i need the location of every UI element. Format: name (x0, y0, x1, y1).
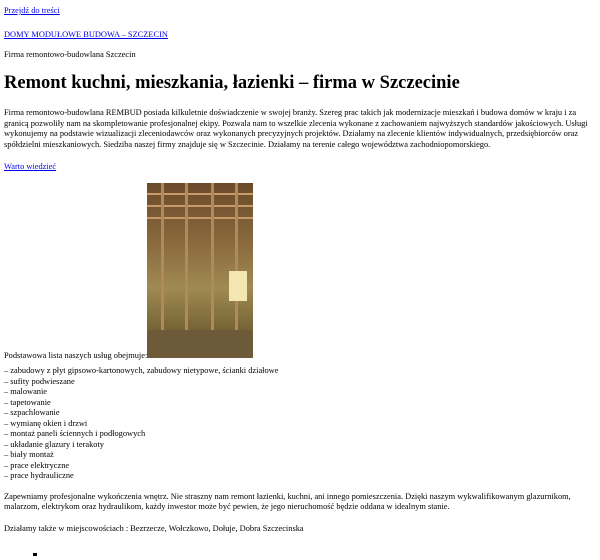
site-tagline: Firma remontowo-budowlana Szczecin (4, 50, 136, 59)
page-title: Remont kuchni, mieszkania, łazienki – firma w Szczecinie (4, 73, 460, 93)
list-item: – prace elektryczne (4, 460, 70, 470)
skip-to-content-link[interactable]: Przejdź do treści (4, 6, 60, 15)
list-item: – prace hydrauliczne (4, 471, 74, 481)
intro-paragraph: Firma remontowo-budowlana REMBUD posiada kilkuletnie doświadczenie w swojej branży. Szereg prac takich jak modernizacje mieszkań i budowa domów w kraju i za granicą pozwoliły nam na skompletowanie profesjonalnej ekipy. Pozwala nam to wszelkie zlecenia wykonane z zachowaniem najwyższych standardów jakościowych. Usługi wykonujemy na podstawie wizualizacji zleceniodawców oraz wykonanych precyzyjnych projektów. Działamy na zlecenie klientów indywidualnych, przedsiębiorców oraz spółdzielni mieszkaniowych. Siedziba naszej firmy znajduje się w Szczecinie. Działamy na terenie całego województwa zachodniopomorskiego. (4, 108, 588, 149)
list-item: – biały montaż (4, 450, 54, 460)
list-item: – tapetowanie (4, 397, 51, 407)
list-item: – sufity podwieszane (4, 376, 75, 386)
services-intro-line (4, 183, 596, 361)
finishing-paragraph: Zapewniamy profesjonalne wykończenia wnętrz. Nie straszny nam remont łazienki, kuchni, ani innego pomieszczenia. Dzięki naszym wykwalifikowanym glazurnikom, malarzom, elektrykom oraz hydraulikom, każdy inwestor może być pewien, że jego nieruchomość będzie oddana w idealnym stanie. (4, 491, 571, 512)
list-item: – szpachlowanie (4, 408, 60, 418)
cropped-glyph (33, 553, 37, 556)
list-item: – wymianę okien i drzwi (4, 418, 88, 428)
read-more-link[interactable]: Warto wiedzieć (4, 162, 57, 172)
list-item: – montaż paneli ściennych i podłogowych (4, 429, 146, 439)
list-item: – układanie glazury i terakoty (4, 439, 104, 449)
list-item: – malowanie (4, 387, 48, 397)
services-list (4, 366, 596, 482)
construction-photo (147, 183, 253, 358)
locations-paragraph: Działamy także w miejscowościach : Bezrzecze, Wołczkowo, Dołuje, Dobra Szczecinska (4, 524, 304, 534)
services-intro-text: Podstawowa lista naszych usług obejmuje: (4, 351, 148, 361)
list-item: – zabudowy z płyt gipsowo-kartonowych, zabudowy nietypowe, ścianki działowe (4, 366, 279, 376)
site-title-link[interactable]: DOMY MODUŁOWE BUDOWA – SZCZECIN (4, 30, 168, 39)
